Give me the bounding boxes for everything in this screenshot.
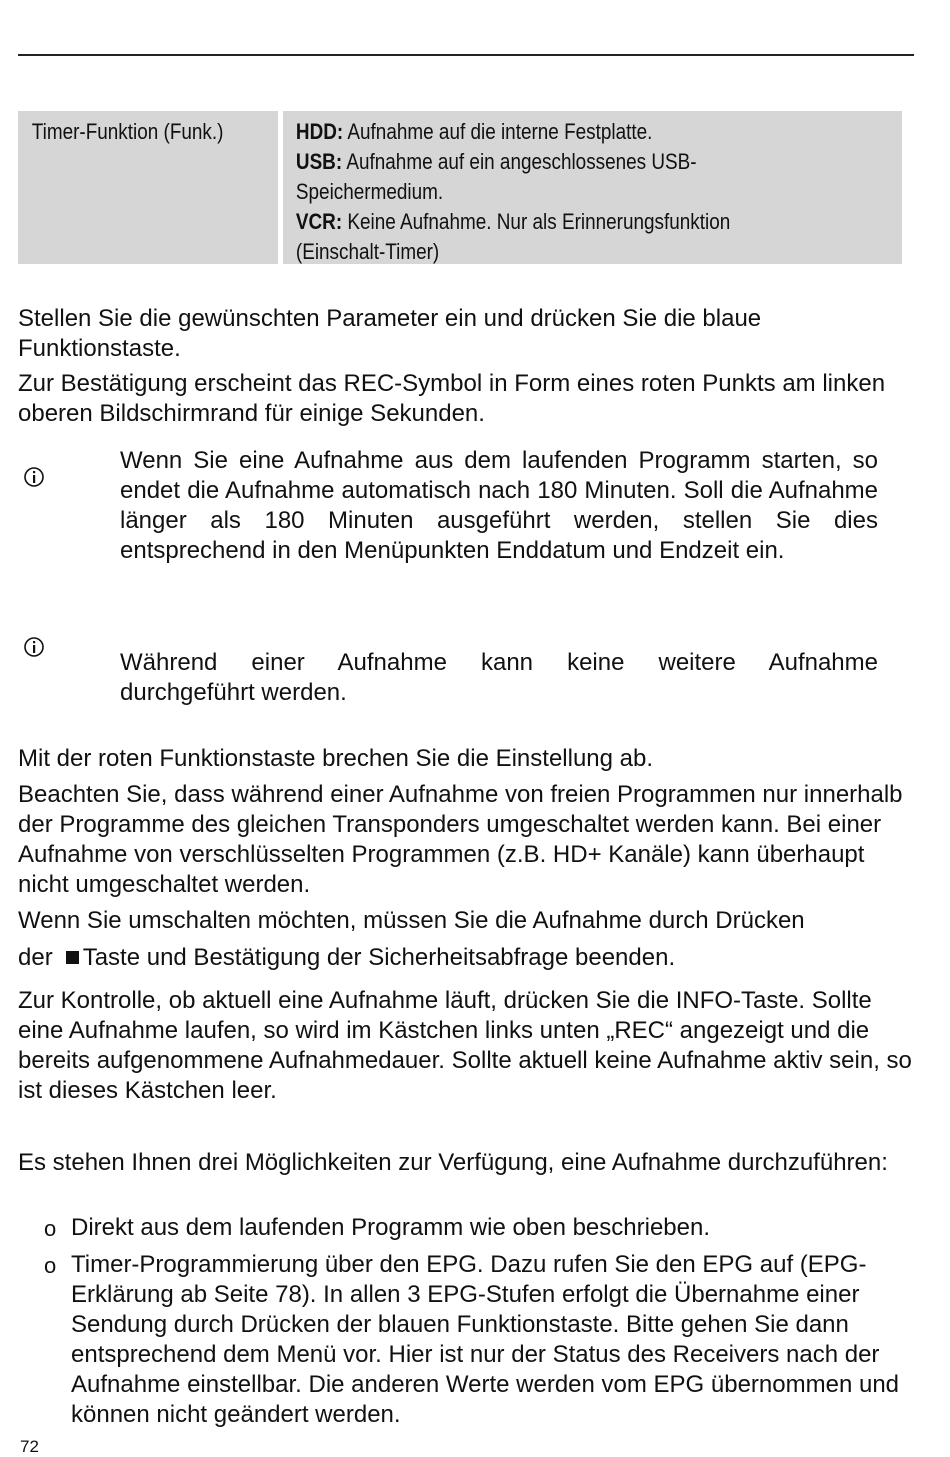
info-circle-icon [23, 466, 45, 488]
row-text: Aufnahme auf die interne Festplatte. [343, 119, 653, 144]
table-label-cell [18, 111, 278, 264]
row-key: VCR: [295, 209, 343, 234]
note-single-recording-line2: durchgeführt werden. [120, 679, 347, 706]
list-item: Direkt aus dem laufenden Programm wie oben beschrieben. [71, 1214, 711, 1241]
text-taste: Taste und Bestätigung der Sicherheitsabfrage beenden. [82, 944, 676, 971]
table-values [283, 111, 898, 264]
paragraph-set-parameters: Stellen Sie die gewünschten Parameter ein und drücken Sie die blaue Funktionstaste. [18, 305, 762, 362]
note-single-recording-line1: Während einer Aufnahme kann keine weitere Aufnahme [120, 649, 878, 676]
table-row-hdd [296, 117, 898, 147]
paragraph-switch-line2 [18, 943, 918, 973]
text-der: der [18, 944, 53, 971]
table-label: Timer-Funktion (Funk.) [18, 111, 242, 264]
parameter-table [18, 111, 902, 264]
info-circle-icon [23, 636, 45, 658]
table-row-usb [296, 147, 765, 207]
paragraph-cancel: Mit der roten Funktionstaste brechen Sie die Einstellung ab. [18, 745, 654, 772]
row-key: HDD: [295, 119, 344, 144]
header-rule [18, 54, 914, 56]
list-bullet: o [44, 1216, 57, 1241]
list-bullet: o [44, 1253, 57, 1278]
paragraph-options-intro: Es stehen Ihnen drei Möglichkeiten zur Verfügung, eine Aufnahme durchzuführen: [18, 1149, 888, 1176]
row-key: USB: [295, 149, 343, 174]
row-text: Keine Aufnahme. Nur als Erinnerungsfunktion (Einschalt-Timer) [295, 209, 731, 264]
paragraph-confirmation: Zur Bestätigung erscheint das REC-Symbol in Form eines roten Punkts am linken oberen Bildschirmrand für einige Sekunden. [18, 370, 886, 427]
row-text: Aufnahme auf ein angeschlossenes USB-Speichermedium. [295, 149, 697, 204]
paragraph-transponder: Beachten Sie, dass während einer Aufnahme von freien Programmen nur innerhalb der Programme des gleichen Transponders umgeschaltet werden kann. Bei einer Aufnahme von verschlüsselten Programmen (z.B. HD+ Kanäle) kann überhaupt nicht umgeschaltet werden. [18, 781, 903, 898]
list-item: Timer-Programmierung über den EPG. Dazu rufen Sie den EPG auf (EPG-Erklärung ab Seite 78). In allen 3 EPG-Stufen erfolgt die Übernahme einer Sendung durch Drücken der blauen Funktionstaste. Bitte gehen Sie dann entsprechend dem Menü vor. Hier ist nur der Status des Receivers nach der Aufnahme einstellbar. Die anderen Werte werden vom EPG übernommen und können nicht geändert werden. [71, 1251, 900, 1428]
paragraph-info-key: Zur Kontrolle, ob aktuell eine Aufnahme läuft, drücken Sie die INFO-Taste. Sollte eine Aufnahme laufen, so wird im Kästchen links unten „REC“ angezeigt und die bereits aufgenommene Aufnahmedauer. Sollte aktuell keine Aufnahme aktiv sein, so ist dieses Kästchen leer. [18, 987, 912, 1104]
table-value-cell [283, 111, 902, 264]
table-row-vcr [296, 207, 812, 264]
page-number: 72 [20, 1437, 39, 1456]
stop-square-icon [66, 951, 79, 964]
note-recording-duration: Wenn Sie eine Aufnahme aus dem laufenden Programm starten, so endet die Aufnahme automatisch nach 180 Minuten. Soll die Aufnahme länger als 180 Minuten ausgeführt werden, stellen Sie dies entsprechend in den Menüpunkten Enddatum und Endzeit ein. [120, 447, 878, 564]
paragraph-switch-line1: Wenn Sie umschalten möchten, müssen Sie die Aufnahme durch Drücken [18, 907, 805, 934]
